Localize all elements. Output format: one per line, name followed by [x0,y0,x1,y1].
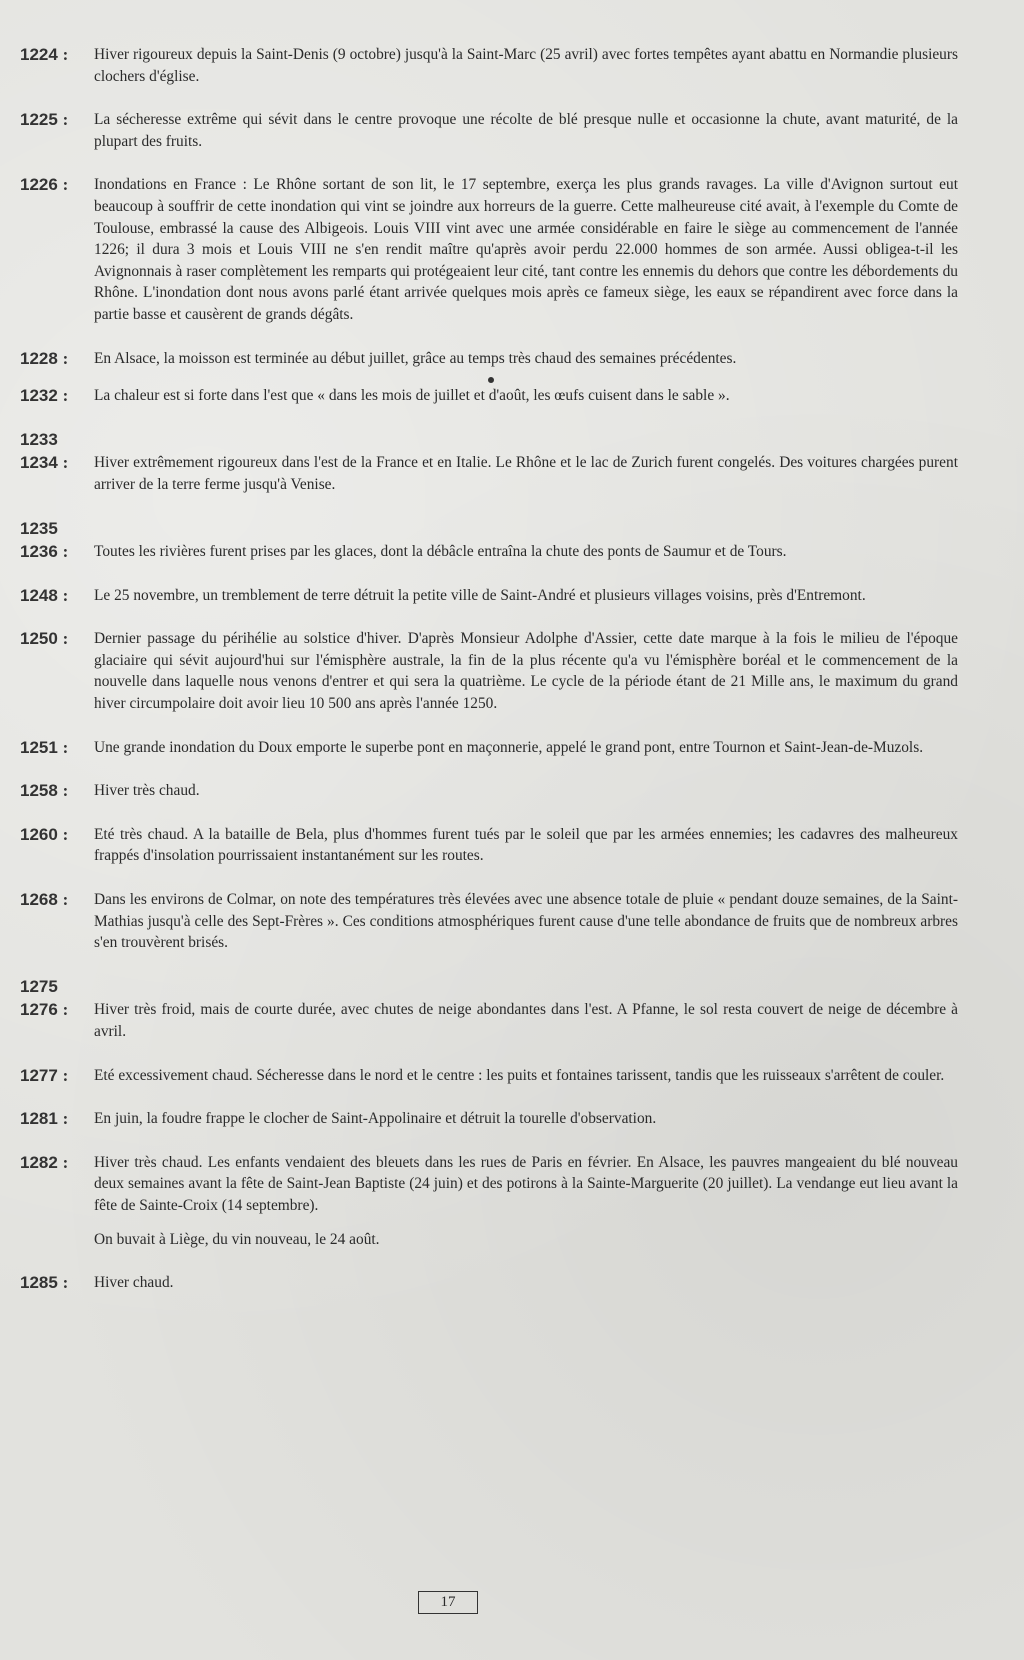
entry-year: 1282 : [20,1152,69,1172]
entry-year: 1268 : [20,890,69,910]
entry-year: 1260 : [20,824,69,844]
entry-year: 1277 : [20,1065,69,1085]
entry-text: Hiver extrêmement rigoureux dans l'est de la France et en Italie. Le Rhône et le lac de Zurich furent congelés. Des voitures chargées purent arriver de la terre ferme jusqu'à Venise. [94,454,958,493]
entry-text: La sécheresse extrême qui sévit dans le centre provoque une récolte de blé presque nulle et occasionne la chute, avant maturité, de la plupart des fruits. [94,111,958,150]
entry-year: 1258 : [20,781,69,801]
entry-1276 [20,999,958,1042]
entry-text: Hiver chaud. [94,1274,174,1292]
entry-year: 1224 : [20,45,69,64]
entry-year: 1248 : [20,585,69,605]
entry-1235: 1235 [20,518,58,538]
entry-year: 1236 : [20,542,69,562]
entry-1260 [20,824,958,867]
entry-1232 [20,385,958,407]
entry-1250 [20,628,958,714]
entry-text: Dernier passage du périhélie au solstice d'hiver. D'après Monsieur Adolphe d'Assier, cette date marque à la fois le milieu de l'époque glaciaire qui sévit aujourd'hui sur l'émisphère australe, la fin de la plus récente qu'a vu l'émisphère boréal et le commencement de la nouvelle dans laquelle nous venons d'entrer et qui sera la quatrième. Le cycle de la période étant de 21 Mille ans, le maximum du grand hiver circumpolaire doit avoir lieu 10 500 ans après l'année 1250. [94,630,958,713]
entry-1285 [20,1272,958,1294]
separator [20,377,958,385]
entry-text: Hiver rigoureux depuis la Saint-Denis (9 octobre) jusqu'à la Saint-Marc (25 avril) avec fortes tempêtes ayant abattu en Normandie plusieurs clochers d'église. [94,46,958,85]
entry-1251 [20,737,958,759]
entry-1281 [20,1108,958,1130]
entry-1258 [20,780,958,802]
entry-text: Hiver très chaud. Les enfants vendaient des bleuets dans les rues de Paris en février. En Alsace, les pauvres mangeaient du blé nouveau deux semaines avant la fête de Saint-Jean Baptiste (24 juin) et des potirons à la Sainte-Marguerite (20 juillet). La vendange eut lieu avant la fête de Sainte-Croix (14 septembre). [94,1153,958,1214]
entry-1228 [20,348,958,370]
entry-year: 1228 : [20,348,69,368]
entry-year: 1285 : [20,1273,69,1293]
entry-text: En juin, la foudre frappe le clocher de Saint-Appolinaire et détruit la tourelle d'observation. [94,1110,657,1128]
entry-text-continued: On buvait à Liège, du vin nouveau, le 24 août. [94,1230,380,1248]
entry-text: Hiver très froid, mais de courte durée, avec chutes de neige abondantes dans l'est. A Pfanne, le sol resta couvert de neige de décembre à avril. [94,1001,958,1040]
page-number: 17 [418,1591,478,1614]
entry-1234 [20,452,958,495]
entry-text: Toutes les rivières furent prises par les glaces, dont la débâcle entraîna la chute des ponts de Saumur et de Tours. [94,543,787,561]
bullet-ornament [488,377,494,383]
entry-1275: 1275 [20,976,58,996]
entry-text: Eté excessivement chaud. Sécheresse dans le nord et le centre : les puits et fontaines tarissent, tandis que les ruisseaux s'arrêtent de couler. [94,1066,945,1084]
entry-year: 1251 : [20,737,69,757]
entry-1236 [20,541,958,563]
entry-text: En Alsace, la moisson est terminée au début juillet, grâce au temps très chaud des semaines précédentes. [94,349,737,367]
entry-1225 [20,109,958,152]
entry-1226 [20,174,958,325]
entry-1282 [20,1152,958,1250]
entry-year: 1250 : [20,629,69,649]
entry-1268 [20,889,958,954]
entry-year: 1232 : [20,386,69,406]
entry-1277 [20,1065,958,1087]
entry-year: 1225 : [20,110,69,130]
entry-1233: 1233 [20,429,58,449]
entry-year: 1234 : [20,453,69,473]
entry-text: Hiver très chaud. [94,782,200,800]
entry-year: 1281 : [20,1109,69,1129]
entry-text: Inondations en France : Le Rhône sortant de son lit, le 17 septembre, exerça les plus grands ravages. La ville d'Avignon surtout eut beaucoup à souffrir de cette inondation qui vint se joindre aux horreurs de la guerre. Cette malheureuse cité avait, à l'exemple du Comte de Toulouse, embrassé la cause des Albigeois. Louis VIII vint avec une armée considérable en faire le siège au commencement de l'année 1226; il dura 3 mois et Louis VIII ne s'en rendit maître qu'après avoir perdu 22.000 hommes de son armée. Aussi obligea-t-il les Avignonnais à raser complètement les remparts qui protégeaient leur cité, tant contre les ennemis du dehors que contre les débordements du Rhône. L'inondation dont nous avons parlé étant arrivée quelques mois après ce fameux siège, les eaux se répandirent avec force dans la partie basse et causèrent de grands dégâts. [94,176,958,323]
entry-1224 [20,44,958,87]
entry-year: 1226 : [20,175,69,195]
entry-year: 1276 : [20,1000,69,1020]
entry-text: Eté très chaud. A la bataille de Bela, plus d'hommes furent tués par le soleil que par les armées ennemies; les cadavres des malheureux frappés d'insolation pourrissaient instantanément sur les routes. [94,825,958,865]
entry-text: Une grande inondation du Doux emporte le superbe pont en maçonnerie, appelé le grand pont, entre Tournon et Saint-Jean-de-Muzols. [94,738,924,756]
entry-1248 [20,585,958,607]
entry-text: Dans les environs de Colmar, on note des températures très élevées avec une absence totale de pluie « pendant douze semaines, de la Saint-Mathias jusqu'à celle des Sept-Frères ». Ces conditions atmosphériques furent cause d'une telle abondance de fruits que de nombreux arbres s'en trouvèrent brisés. [94,891,958,952]
entry-text: Le 25 novembre, un tremblement de terre détruit la petite ville de Saint-André et plusieurs villages voisins, près d'Entremont. [94,586,866,604]
entry-text: La chaleur est si forte dans l'est que « dans les mois de juillet et d'août, les œufs cuisent dans le sable ». [94,387,730,405]
